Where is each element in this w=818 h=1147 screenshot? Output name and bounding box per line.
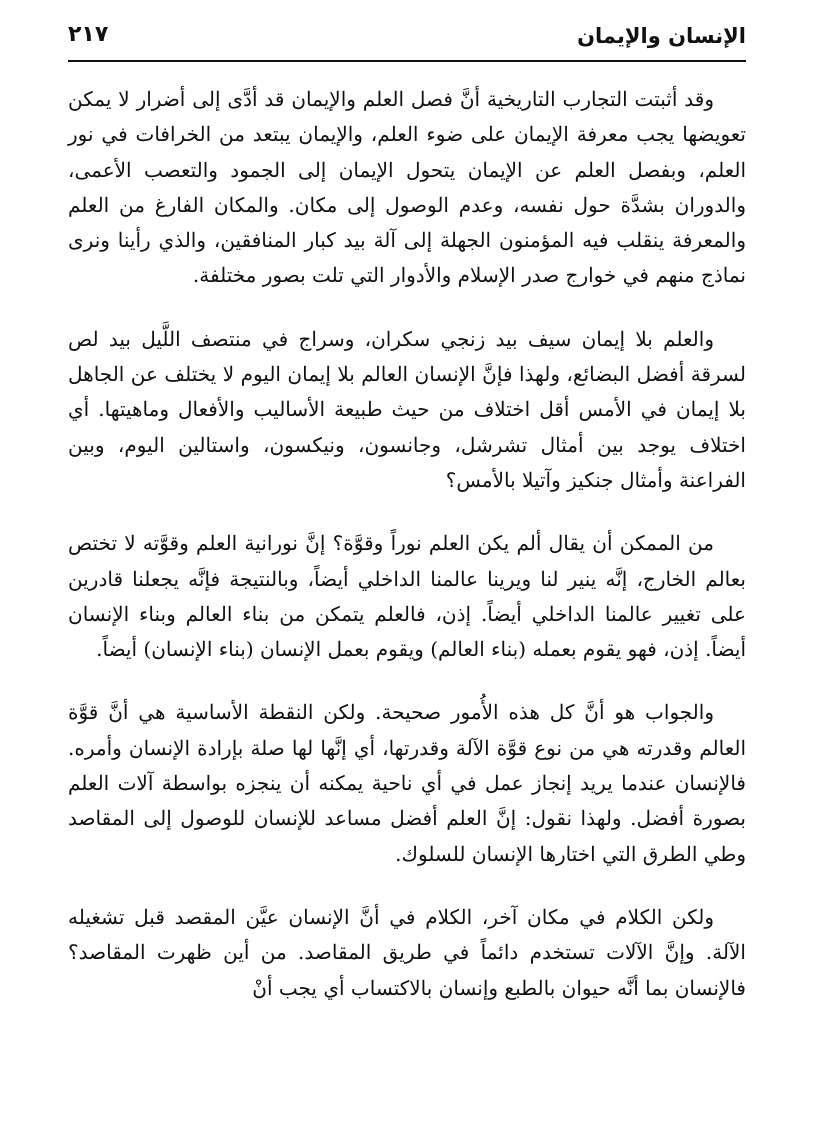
paragraph: والعلم بلا إيمان سيف بيد زنجي سكران، وسراج في منتصف اللَّيل بيد لص لسرقة أفضل البضائع، ولهذا فإنَّ الإنسان العالم بلا إيمان اليوم لا يختلف عن الجاهل بلا إيمان في الأمس أقل اختلاف من حيث طبيعة الأساليب والأفعال وماهيتها. أي اختلاف يوجد بين أمثال تشرشل، وجانسون، ونيكسون، واستالين اليوم، وبين الفراعنة وأمثال جنكيز وآتيلا بالأمس؟ xyxy=(68,326,746,492)
paragraph: وقد أثبتت التجارب التاريخية أنَّ فصل العلم والإيمان قد أدَّى إلى أضرار لا يمكن تعويضها يجب معرفة الإيمان على ضوء العلم، والإيمان يبتعد من الخرافات في نور العلم، وبفصل العلم عن الإيمان يتحول الإيمان إلى الجمود والتعصب الأعمى، والدوران بشدَّة حول نفسه، وعدم الوصول إلى مكان. والمكان الفارغ من العلم والمعرفة ينقلب فيه المؤمنون الجهلة إلى آلة بيد كبار المنافقين، والذي رأينا ونرى نماذج منهم في خوارج صدر الإسلام والأدوار التي تلت بصور مختلفة. xyxy=(68,87,746,288)
running-title: الإنسان والإيمان xyxy=(577,24,746,48)
paragraph: من الممكن أن يقال ألم يكن العلم نوراً وقوَّة؟ إنَّ نورانية العلم وقوَّته لا تختص بعالم الخارج، إنَّه ينير لنا ويرينا عالمنا الداخلي أيضاً، وبالنتيجة فإنَّه يجعلنا قادرين على تغيير عالمنا الداخلي أيضاً. إذن، فالعلم يتمكن من بناء العالم وبناء الإنسان أيضاً. إذن، فهو يقوم بعمله (بناء العالم) ويقوم بعمل الإنسان (بناء الإنسان) أيضاً. xyxy=(68,531,746,662)
page-header xyxy=(68,20,746,58)
body-text xyxy=(68,82,746,1006)
header-rule xyxy=(68,60,746,62)
page-number: ٢١٧ xyxy=(68,22,109,47)
paragraph: والجواب هو أنَّ كل هذه الأُمور صحيحة. ولكن النقطة الأساسية هي أنَّ قوَّة العالم وقدرته هي من نوع قوَّة الآلة وقدرتها، أي إنَّها لها صلة بإرادة الإنسان وأمره. فالإنسان عندما يريد إنجاز عمل في أي ناحية يمكنه أن ينجزه بواسطة آلات العلم بصورة أفضل. ولهذا نقول: إنَّ العلم أفضل مساعد للإنسان للوصول إلى المقاصد وطي الطرق التي اختارها الإنسان للسلوك. xyxy=(68,700,746,866)
paragraph: ولكن الكلام في مكان آخر، الكلام في أنَّ الإنسان عيَّن المقصد قبل تشغيله الآلة. وإنَّ الآلات تستخدم دائماً في طريق المقاصد. من أين ظهرت المقاصد؟ فالإنسان بما أنَّه حيوان بالطبع وإنسان بالاكتساب أي يجب أنْ xyxy=(68,904,746,1000)
